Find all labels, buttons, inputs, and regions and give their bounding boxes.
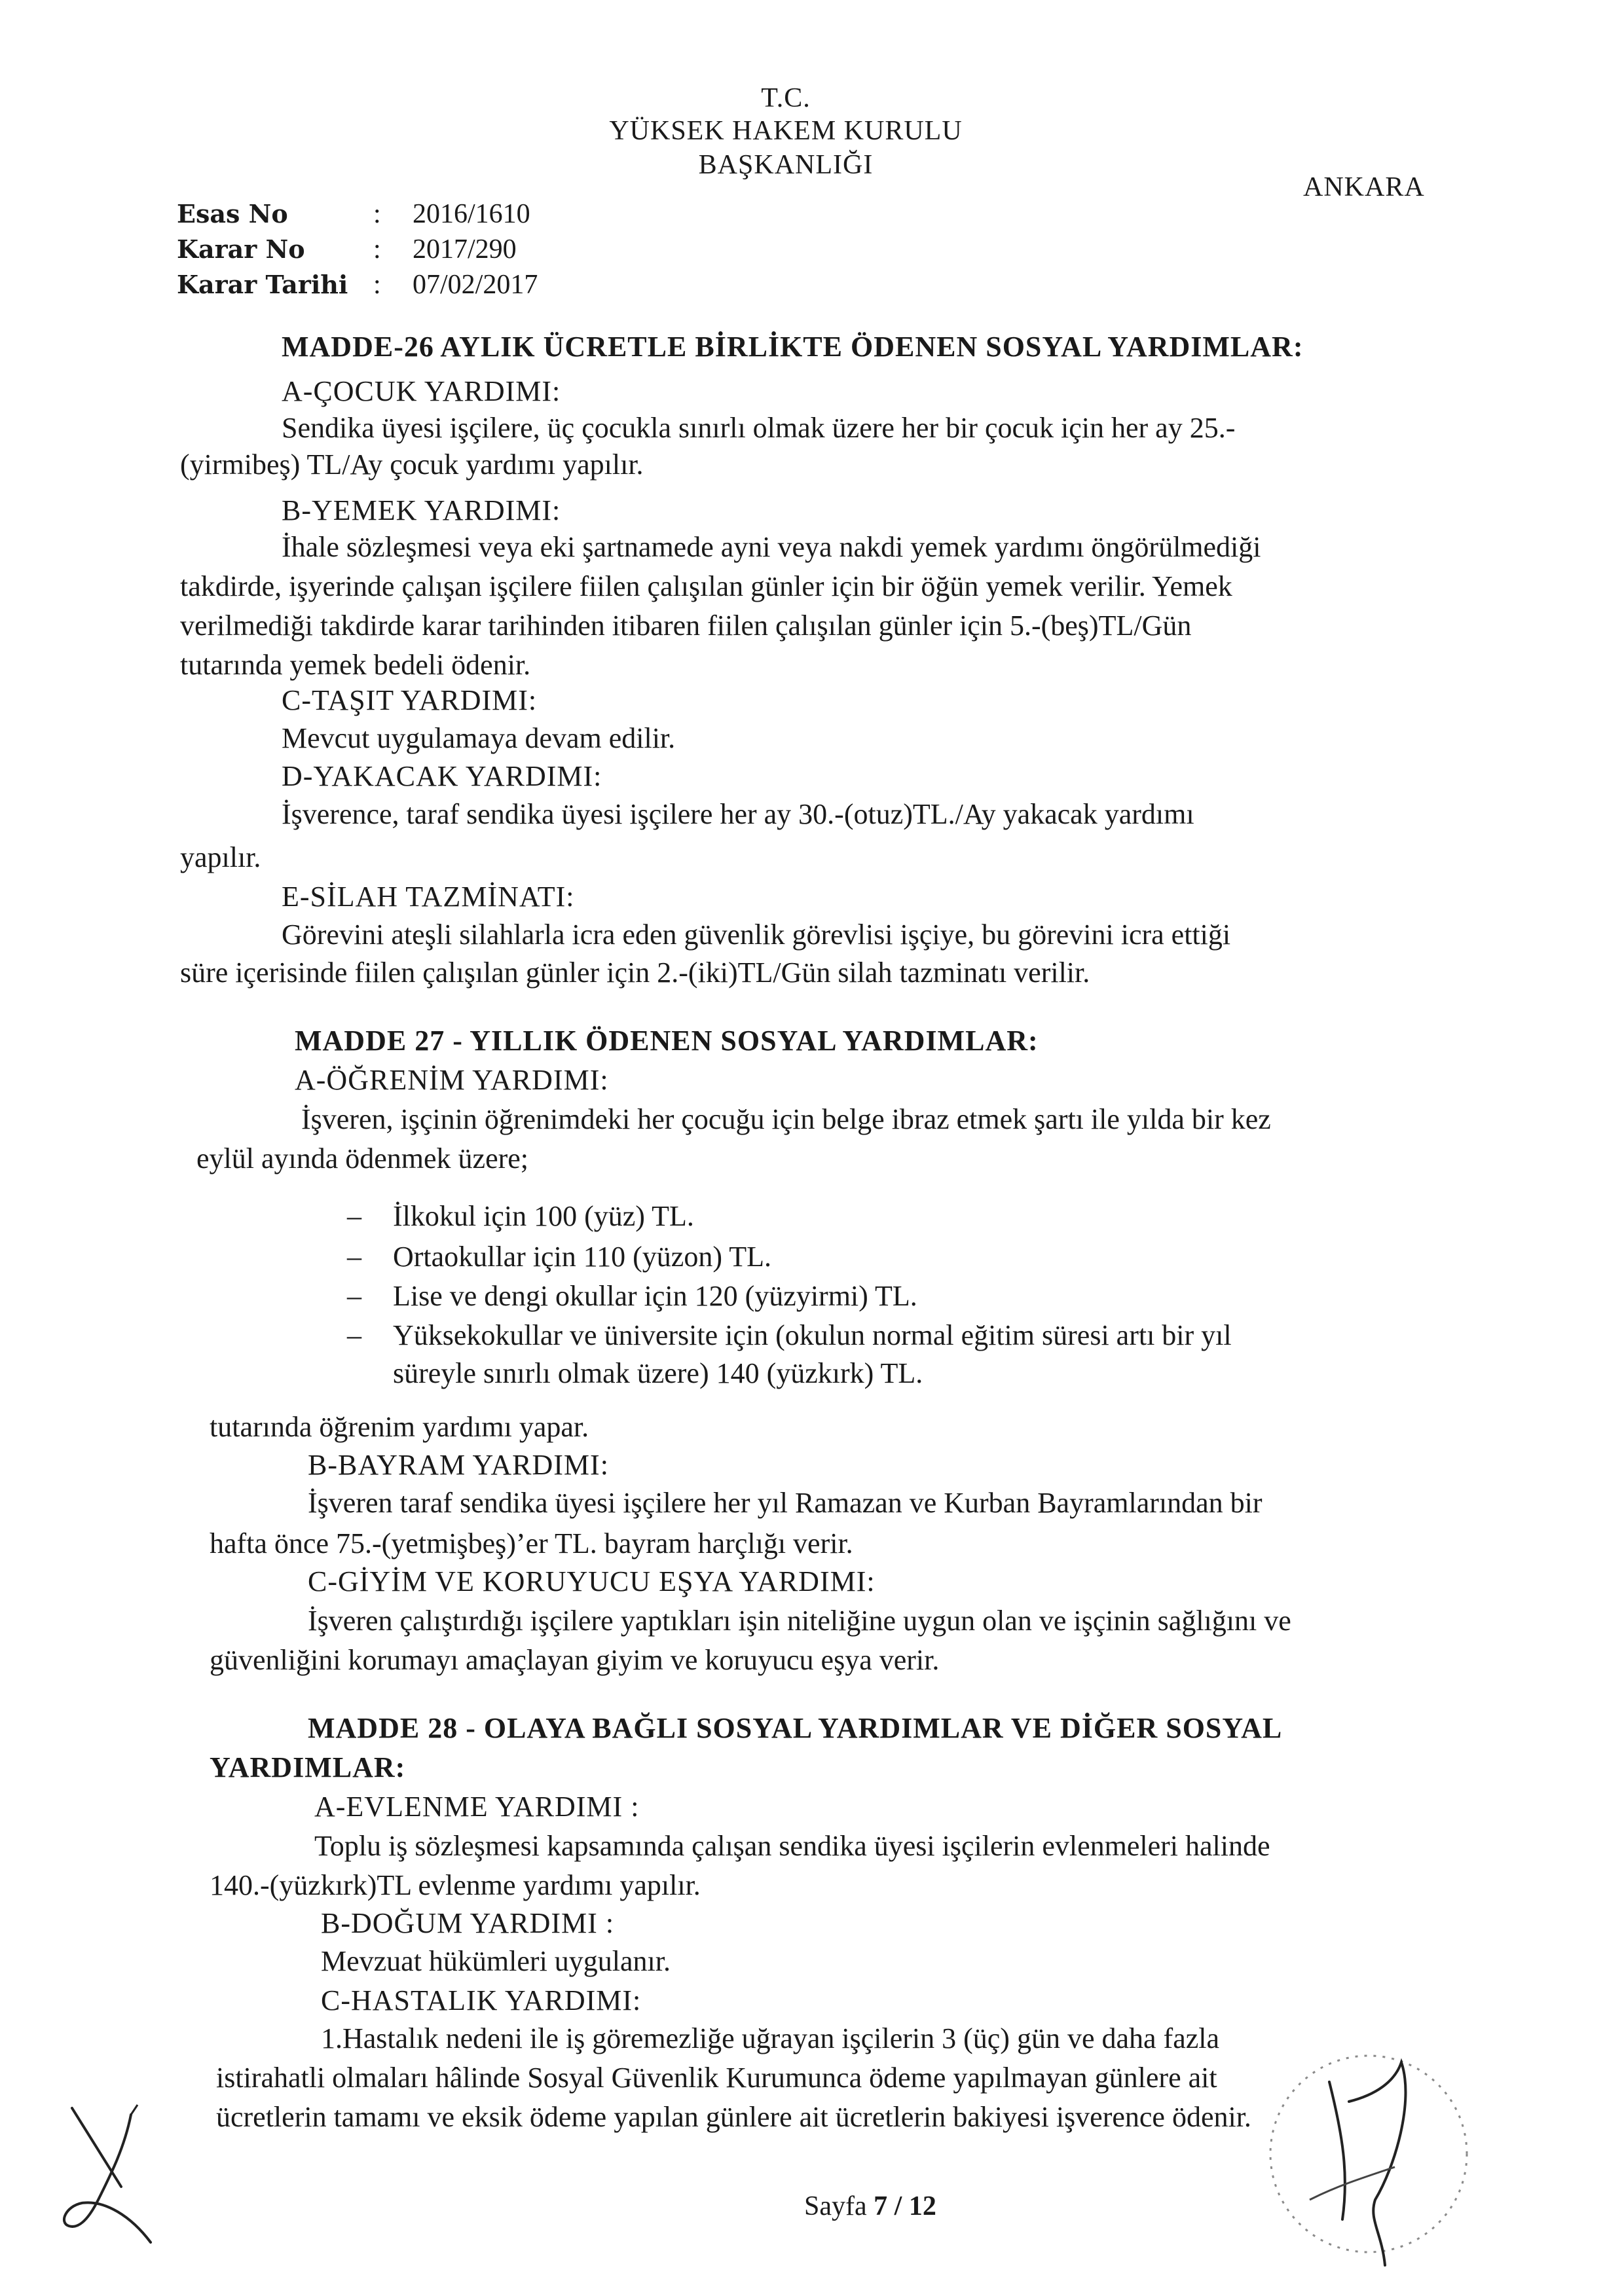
meta-label: Karar Tarihi [177,270,348,299]
madde28-title-line1: MADDE 28 - OLAYA BAĞLI SOSYAL YARDIMLAR VE DİĞER SOSYAL [308,1712,1283,1744]
madde28-a-text1: Toplu iş sözleşmesi kapsamında çalışan sendika üyesi işçilerin evlenmeleri halinde [314,1830,1270,1862]
meta-label: Karar No [177,234,305,264]
meta-colon: : [373,270,381,300]
meta-colon: : [373,199,381,229]
madde26-a-text1: Sendika üyesi işçilere, üç çocukla sınırlı olmak üzere her bir çocuk için her ay 25.- [282,412,1236,444]
list-text: Lise ve dengi okullar için 120 (yüzyirmi) TL. [393,1280,917,1312]
madde26-c-text: Mevcut uygulamaya devam edilir. [282,722,676,754]
madde26-d-title: D-YAKACAK YARDIMI: [282,760,602,792]
list-text: İlkokul için 100 (yüz) TL. [393,1200,694,1232]
meta-colon: : [373,234,381,264]
madde26-c-title: C-TAŞIT YARDIMI: [282,684,538,716]
madde27-a-text3: tutarında öğrenim yardımı yapar. [210,1411,589,1443]
meta-row-tarih [177,267,538,302]
madde26-title: MADDE-26 AYLIK ÜCRETLE BİRLİKTE ÖDENEN SOSYAL YARDIMLAR: [282,331,1304,363]
madde28-a-text2: 140.-(yüzkırk)TL evlenme yardımı yapılır. [210,1869,701,1901]
madde26-b-title: B-YEMEK YARDIMI: [282,494,561,526]
list-item [347,1277,917,1316]
list-dash: – [347,1319,361,1351]
madde26-b-text3: verilmediği takdirde karar tarihinden itibaren fiilen çalışılan günler için 5.-(beş)TL/Gün [180,610,1192,642]
meta-value: 2017/290 [413,234,517,264]
list-dash: – [347,1241,361,1273]
madde27-a-text1: İşveren, işçinin öğrenimdeki her çocuğu için belge ibraz etmek şartı ile yılda bir kez [301,1103,1271,1135]
header-line-tc: T.C. [761,83,811,113]
madde28-c-text3: ücretlerin tamamı ve eksik ödeme yapılan günlere ait ücretlerin bakiyesi işverence ödenir. [216,2101,1251,2133]
madde28-b-text: Mevzuat hükümleri uygulanır. [321,1945,671,1977]
page-separator: / [894,2191,902,2221]
madde27-b-title: B-BAYRAM YARDIMI: [308,1449,609,1481]
list-item-continuation: süreyle sınırlı olmak üzere) 140 (yüzkırk) TL. [393,1357,923,1389]
madde26-b-text4: tutarında yemek bedeli ödenir. [180,649,531,681]
madde26-b-text1: İhale sözleşmesi veya eki şartnamede ayni veya nakdi yemek yardımı öngörülmediği [282,531,1261,563]
meta-label: Esas No [177,199,288,228]
header-line-kurul: YÜKSEK HAKEM KURULU [609,116,963,146]
list-dash: – [347,1200,361,1232]
case-meta [177,196,538,302]
list-item [347,1316,1232,1355]
madde28-c-title: C-HASTALIK YARDIMI: [321,1984,642,2016]
meta-row-esas [177,196,538,232]
madde26-d-text2: yapılır. [180,841,261,873]
madde27-c-title: C-GİYİM VE KORUYUCU EŞYA YARDIMI: [308,1565,876,1597]
handwritten-initials [52,2088,183,2259]
page-total: 12 [908,2191,936,2221]
madde26-d-text1: İşverence, taraf sendika üyesi işçilere her ay 30.-(otuz)TL./Ay yakacak yardımı [282,798,1194,830]
madde28-c-text1: 1.Hastalık nedeni ile iş göremezliğe uğrayan işçilerin 3 (üç) gün ve daha fazla [321,2022,1220,2054]
page-number [804,2187,936,2226]
meta-value: 2016/1610 [413,199,530,229]
madde26-e-text1: Görevini ateşli silahlarla icra eden güvenlik görevlisi işçiye, bu görevini icra ettiği [282,919,1231,951]
signature-stamp [1244,2003,1493,2278]
madde26-a-title: A-ÇOCUK YARDIMI: [282,375,561,407]
header-line-baskanlik: BAŞKANLIĞI [698,150,874,180]
madde27-c-text1: İşveren çalıştırdığı işçilere yaptıkları işin niteliğine uygun olan ve işçinin sağlığını ve [308,1605,1291,1637]
madde26-b-text2: takdirde, işyerinde çalışan işçilere fiilen çalışılan günler için bir öğün yemek verilir. Yemek [180,570,1232,602]
madde27-c-text2: güvenliğini korumayı amaçlayan giyim ve koruyucu eşya verir. [210,1644,940,1676]
madde27-title: MADDE 27 - YILLIK ÖDENEN SOSYAL YARDIMLAR: [295,1025,1039,1057]
meta-row-karar [177,232,538,267]
header-city: ANKARA [1303,172,1425,202]
list-text: Yüksekokullar ve üniversite için (okulun normal eğitim süresi artı bir yıl [393,1319,1232,1351]
madde27-b-text1: İşveren taraf sendika üyesi işçilere her yıl Ramazan ve Kurban Bayramlarından bir [308,1487,1263,1519]
list-item [347,1237,771,1277]
madde28-b-title: B-DOĞUM YARDIMI : [321,1907,615,1939]
madde28-a-title: A-EVLENME YARDIMI : [314,1791,640,1823]
page-label: Sayfa [804,2191,867,2221]
meta-value: 07/02/2017 [413,270,538,300]
madde27-b-text2: hafta önce 75.-(yetmişbeş)’er TL. bayram harçlığı verir. [210,1527,853,1559]
madde26-a-text2: (yirmibeş) TL/Ay çocuk yardımı yapılır. [180,448,644,481]
madde26-e-title: E-SİLAH TAZMİNATI: [282,881,575,913]
madde26-e-text2: süre içerisinde fiilen çalışılan günler için 2.-(iki)TL/Gün silah tazminatı verilir. [180,957,1090,989]
page-current: 7 [874,2191,888,2221]
madde27-a-title: A-ÖĞRENİM YARDIMI: [295,1064,609,1096]
madde28-c-text2: istirahatli olmaları hâlinde Sosyal Güvenlik Kurumunca ödeme yapılmayan günlere ait [216,2062,1217,2094]
list-item [347,1197,694,1236]
list-dash: – [347,1280,361,1312]
list-text: Ortaokullar için 110 (yüzon) TL. [393,1241,771,1273]
madde27-a-text2: eylül ayında ödenmek üzere; [196,1142,529,1175]
madde28-title-line2: YARDIMLAR: [210,1751,406,1783]
